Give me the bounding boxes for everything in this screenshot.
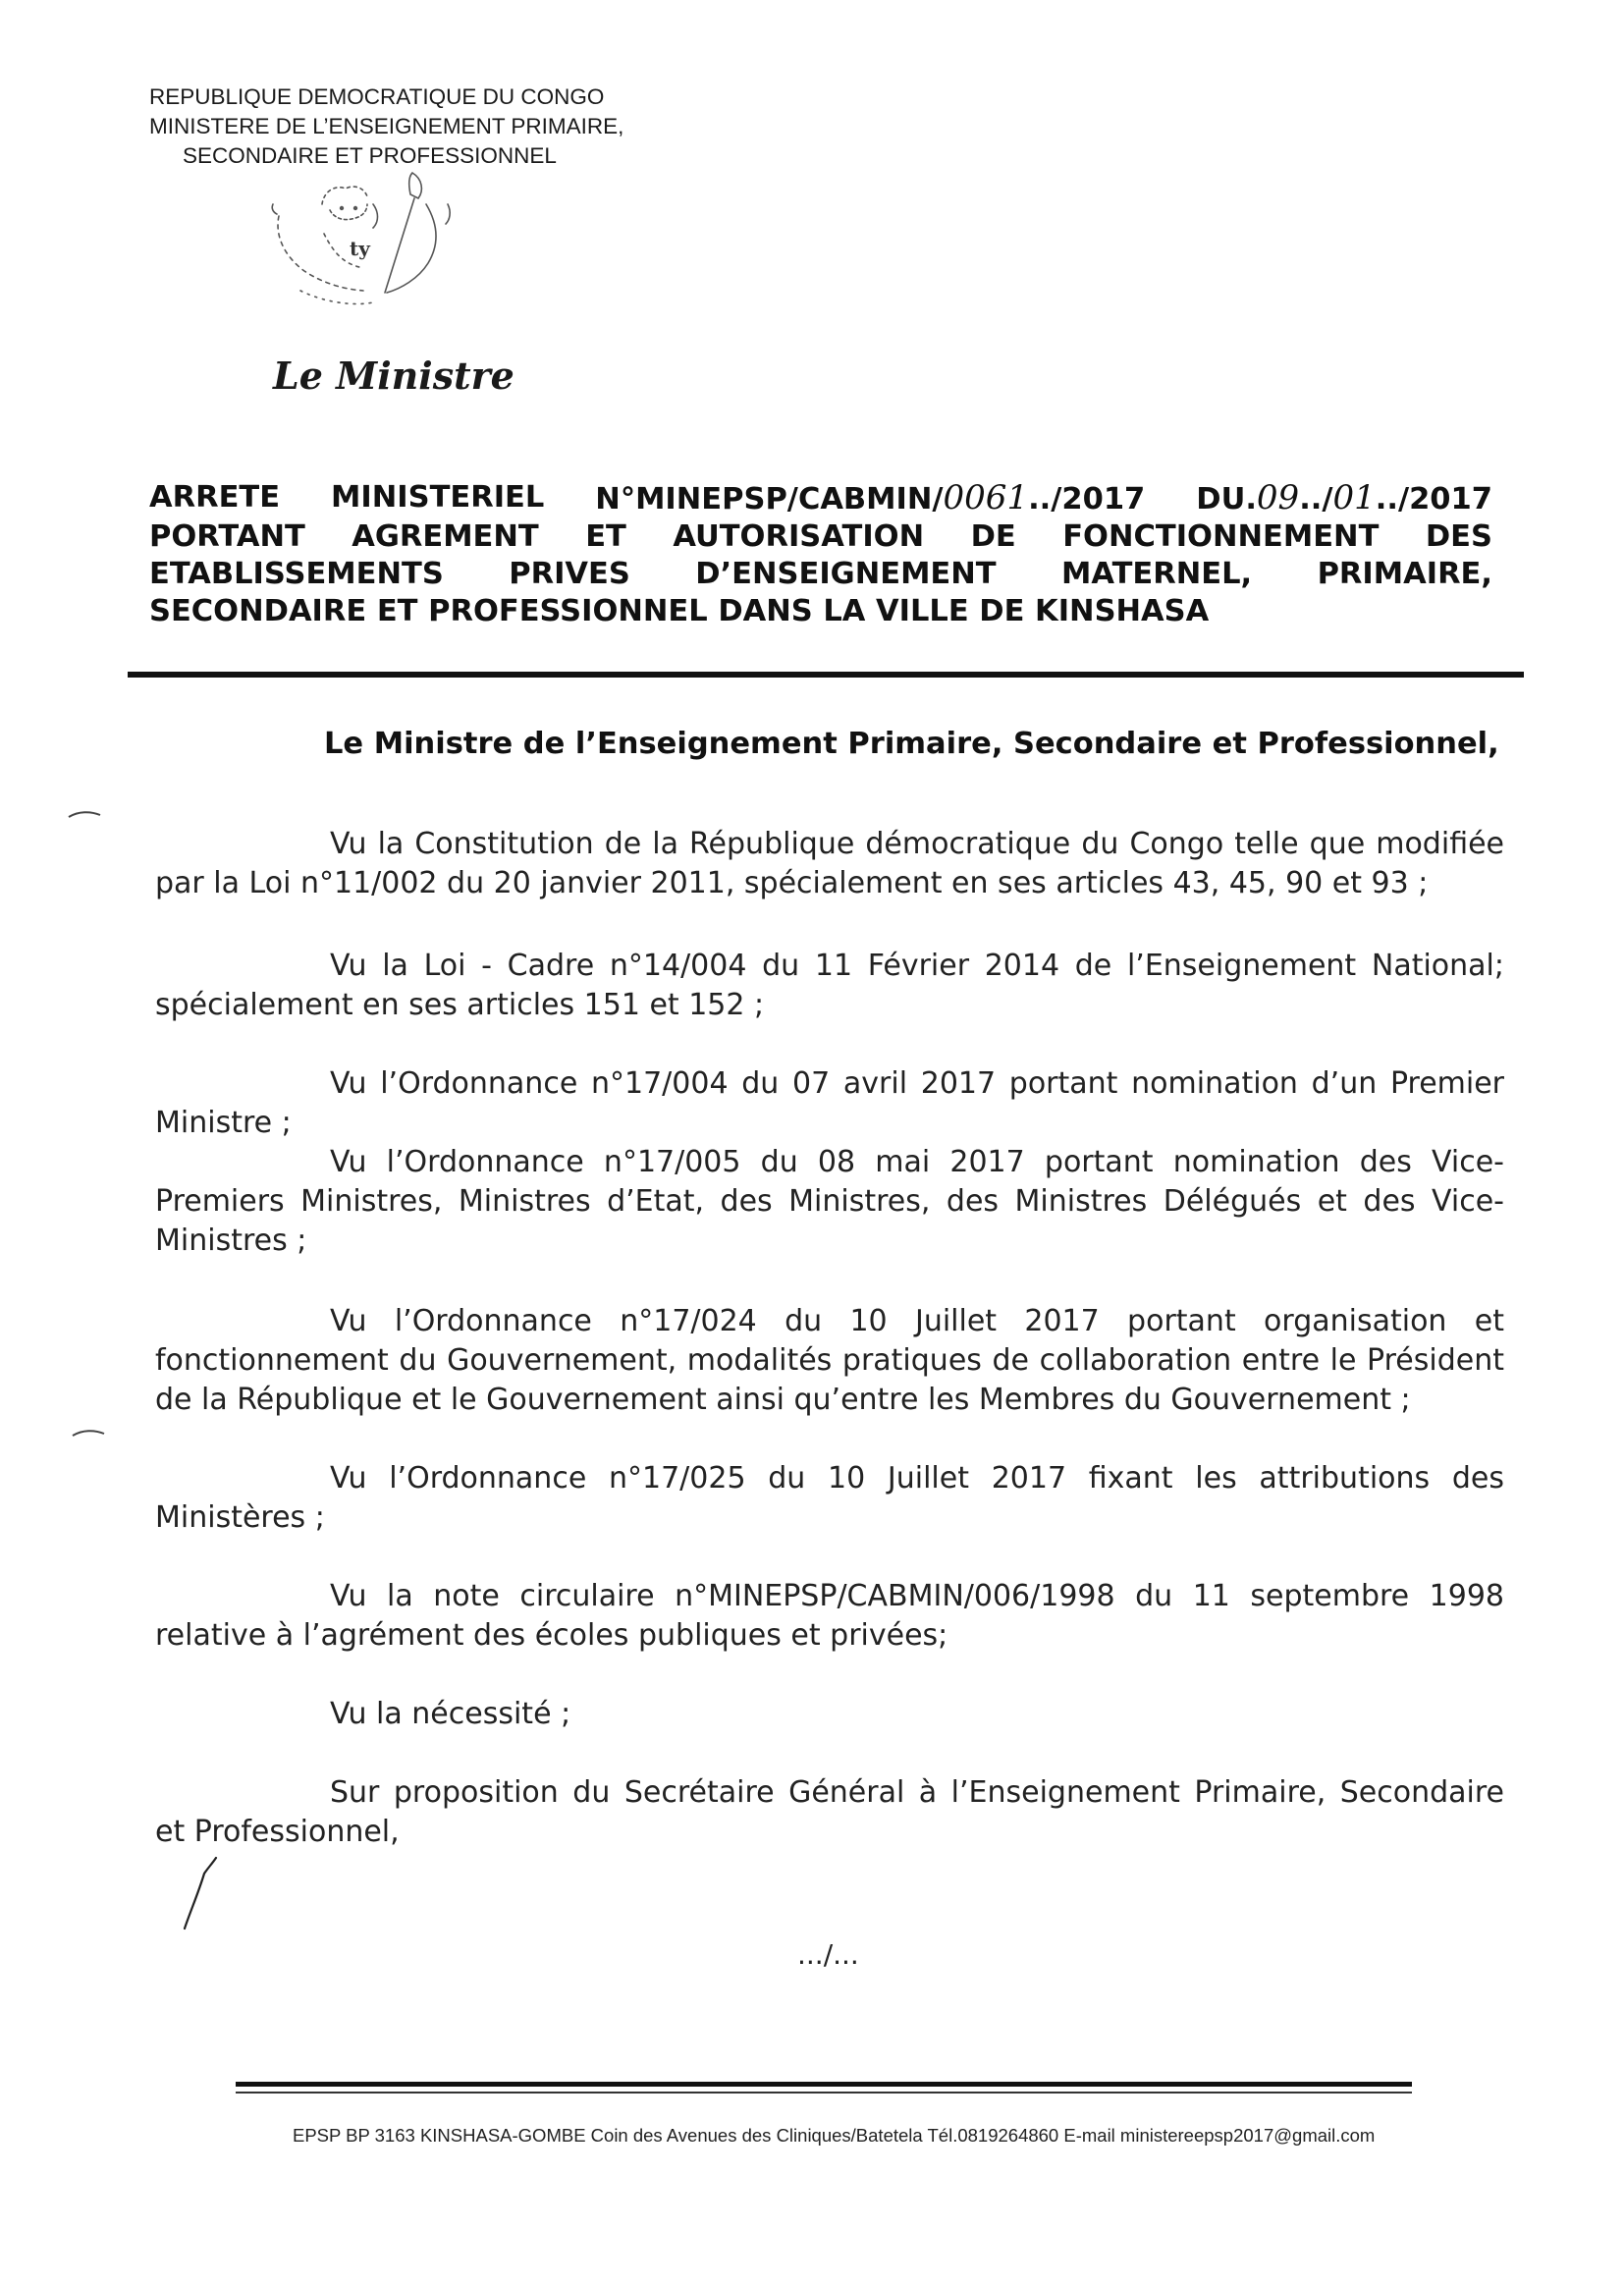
paragraph-text: Vu l’Ordonnance n°17/004 du 07 avril 2017 portant nomination d’un Premier Ministre ;: [155, 1066, 1504, 1140]
svg-text:ty: ty: [350, 237, 370, 260]
paragraph-text: Vu l’Ordonnance n°17/025 du 10 Juillet 2017 fixant les attributions des Ministères ;: [155, 1461, 1504, 1535]
handwritten-reference-number: 0061: [943, 478, 1029, 517]
date-separator: ../: [1299, 482, 1333, 517]
paragraph-loi-cadre: [155, 947, 1504, 1025]
title-word: ARRETE: [149, 480, 281, 515]
minister-signature-title: Le Ministre: [273, 353, 514, 398]
paragraph-ordonnance-ministres: [155, 1143, 1504, 1261]
title-line-4: SECONDAIRE ET PROFESSIONNEL DANS LA VILLE DE KINSHASA: [149, 594, 1210, 628]
footer-divider: [236, 2082, 1412, 2087]
title-word: MATERNEL,: [1061, 557, 1253, 591]
paragraph-ordonnance-premier-ministre: [155, 1064, 1504, 1143]
title-word: MINISTERIEL: [331, 480, 545, 515]
letterhead-ministry-cont: SECONDAIRE ET PROFESSIONNEL: [183, 143, 557, 168]
date-prefix: DU.: [1196, 482, 1257, 517]
decree-reference: [595, 479, 1145, 518]
paragraph-proposition: [155, 1773, 1504, 1852]
letterhead-ministry: MINISTERE DE L’ENSEIGNEMENT PRIMAIRE,: [149, 114, 624, 138]
handwritten-date-month: 01: [1332, 478, 1376, 517]
paragraph-ordonnance-attributions: [155, 1459, 1504, 1538]
title-word: PRIMAIRE,: [1317, 557, 1492, 591]
paragraph-text: Vu la Constitution de la République démocratique du Congo telle que modifiée par la Loi n°11/002 du 20 janvier 2011, spécialement en ses articles 43, 45, 90 et 93 ;: [155, 827, 1504, 900]
paragraph-text: Vu la nécessité ;: [330, 1697, 571, 1731]
title-word: D’ENSEIGNEMENT: [695, 557, 997, 591]
title-word: FONCTIONNEMENT: [1062, 519, 1380, 554]
scan-margin-mark: [65, 803, 104, 823]
footer-contact: EPSP BP 3163 KINSHASA-GOMBE Coin des Avenues des Cliniques/Batetela Tél.0819264860 E-mail ministereepsp2017@gmail.com: [293, 2125, 1376, 2146]
paragraph-ordonnance-gouvernement: [155, 1302, 1504, 1420]
title-word: AUTORISATION: [673, 519, 925, 554]
paragraph-constitution: [155, 825, 1504, 903]
paragraph-text: Vu la Loi - Cadre n°14/004 du 11 Février 2014 de l’Enseignement National; spécialement en ses articles 151 et 152 ;: [155, 949, 1504, 1022]
letterhead: [149, 82, 623, 171]
handwritten-initial-mark: [173, 1854, 232, 1932]
footer-divider-thin: [236, 2092, 1412, 2094]
title-word: PRIVES: [509, 557, 630, 591]
paragraph-necessite: [155, 1695, 1504, 1734]
paragraph-text: Vu l’Ordonnance n°17/005 du 08 mai 2017 portant nomination des Vice-Premiers Ministres, Ministres d’Etat, des Ministres, des Ministres Délégués et des Vice-Ministres ;: [155, 1145, 1504, 1258]
paragraph-text: Vu l’Ordonnance n°17/024 du 10 Juillet 2017 portant organisation et fonctionnement du Gouvernement, modalités pratiques de collaboration entre le Président de la République et le Gouvernement ainsi qu’entre les Membres du Gouvernement ;: [155, 1304, 1504, 1417]
title-word: DE: [970, 519, 1016, 554]
decree-date: [1196, 479, 1492, 518]
decree-title: [149, 479, 1492, 630]
scan-margin-mark: [69, 1424, 108, 1443]
title-line-2: [149, 518, 1492, 556]
coat-of-arms-emblem: [265, 165, 491, 322]
title-word: PORTANT: [149, 519, 305, 554]
minister-heading: Le Ministre de l’Enseignement Primaire, Secondaire et Professionnel,: [324, 727, 1499, 761]
reference-prefix: N°MINEPSP/CABMIN/: [595, 482, 944, 517]
handwritten-date-day: 09: [1256, 478, 1300, 517]
continuation-marker: .../...: [797, 1938, 859, 1971]
paragraph-text: Sur proposition du Secrétaire Général à l’Enseignement Primaire, Secondaire et Professionnel,: [155, 1775, 1504, 1849]
paragraph-text: Vu la note circulaire n°MINEPSP/CABMIN/006/1998 du 11 septembre 1998 relative à l’agrément des écoles publiques et privées;: [155, 1579, 1504, 1653]
title-divider: [128, 672, 1524, 678]
reference-year: ../2017: [1028, 482, 1146, 517]
title-line-1: [149, 479, 1492, 518]
title-line-3: [149, 556, 1492, 593]
title-word: DES: [1425, 519, 1492, 554]
paragraph-note-circulaire: [155, 1577, 1504, 1656]
date-year: ../2017: [1375, 482, 1492, 517]
title-word: ET: [585, 519, 626, 554]
title-word: ETABLISSEMENTS: [149, 557, 444, 591]
letterhead-country: REPUBLIQUE DEMOCRATIQUE DU CONGO: [149, 84, 605, 109]
title-word: AGREMENT: [352, 519, 539, 554]
